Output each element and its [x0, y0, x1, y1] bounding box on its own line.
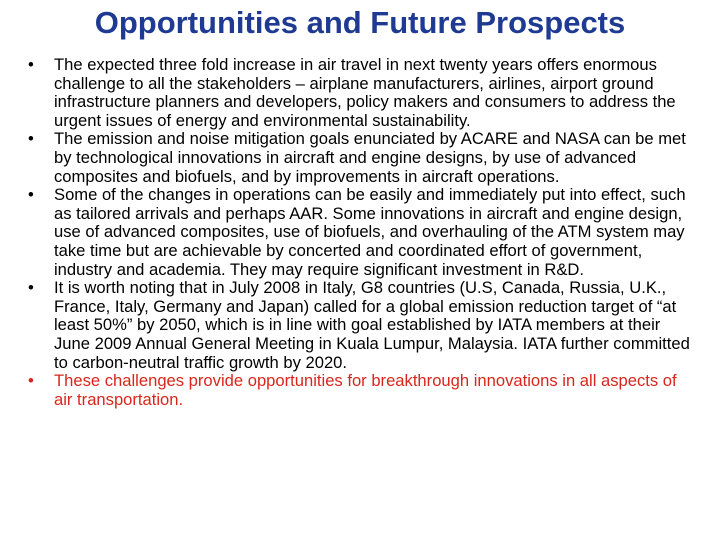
- bullet-item-highlight: [24, 372, 696, 409]
- bullet-text: The expected three fold increase in air travel in next twenty years offers enormous challenge to all the stakeholders – airplane manufacturers, airlines, airport ground infrastructure planners and developers, policy makers and consumers to address the urgent issues of energy and environmental sustainability.: [54, 55, 676, 130]
- bullet-dot-icon: •: [28, 371, 34, 391]
- bullet-text: The emission and noise mitigation goals enunciated by ACARE and NASA can be met by technological innovations in aircraft and engine designs, by use of advanced composites and biofuels, and by improvements in aircraft operations.: [54, 129, 686, 186]
- bullet-dot-icon: •: [28, 129, 34, 149]
- bullet-item: [24, 56, 696, 130]
- bullet-text: Some of the changes in operations can be easily and immediately put into effect, such as tailored arrivals and perhaps AAR. Some innovations in aircraft and engine design, use of advanced composites, use of biofuels, and overhauling of the ATM system may take time but are achievable by concerted and coordinated effort of government, industry and academia. They may require significant investment in R&D.: [54, 185, 686, 279]
- bullet-list: [24, 56, 696, 409]
- bullet-dot-icon: •: [28, 278, 34, 298]
- bullet-dot-icon: •: [28, 185, 34, 205]
- slide-title: Opportunities and Future Prospects: [94, 5, 626, 40]
- bullet-text: These challenges provide opportunities for breakthrough innovations in all aspects of air transportation.: [54, 371, 677, 409]
- bullet-item: [24, 279, 696, 372]
- bullet-item: [24, 186, 696, 279]
- bullet-dot-icon: •: [28, 55, 34, 74]
- bullet-text: It is worth noting that in July 2008 in Italy, G8 countries (U.S, Canada, Russia, U.K., France, Italy, Germany and Japan) called for a global emission reduction target of “at least 50%” by 2050, which is in line with goal established by IATA members at their June 2009 Annual General Meeting in Kuala Lumpur, Malaysia. IATA further committed to carbon-neutral traffic growth by 2020.: [54, 278, 690, 372]
- bullet-item: [24, 130, 696, 186]
